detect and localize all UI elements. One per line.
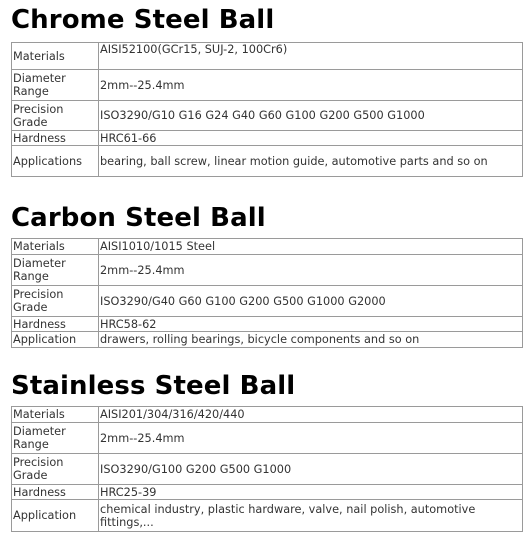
table-row [12,286,523,317]
row-value: HRC58-62 [99,317,523,332]
section-title: Chrome Steel Ball [11,5,275,35]
row-label: Hardness [12,317,99,332]
row-value: bearing, ball screw, linear motion guide, automotive parts and so on [99,146,523,177]
row-label: Application [12,332,99,348]
table-row [12,423,523,454]
row-value: drawers, rolling bearings, bicycle components and so on [99,332,523,348]
spec-table [11,238,523,348]
section-title: Carbon Steel Ball [11,203,266,233]
table-row [12,332,523,348]
section-stainless-steel-ball [11,371,522,532]
row-value: ISO3290/G40 G60 G100 G200 G500 G1000 G2000 [99,286,523,317]
table-row [12,101,523,131]
table-row [12,255,523,286]
row-label: Hardness [12,485,99,500]
row-label: Materials [12,407,99,423]
spec-table [11,42,523,177]
table-row [12,500,523,532]
row-value: HRC25-39 [99,485,523,500]
row-value: ISO3290/G100 G200 G500 G1000 [99,454,523,485]
row-label: Diameter Range [12,70,99,101]
row-label: Diameter Range [12,255,99,286]
row-label: Diameter Range [12,423,99,454]
section-chrome-steel-ball [11,5,522,177]
section-title: Stainless Steel Ball [11,371,296,401]
row-value: HRC61-66 [99,131,523,146]
table-row [12,131,523,146]
row-value: 2mm--25.4mm [99,255,523,286]
row-label: Precision Grade [12,101,99,131]
table-row [12,70,523,101]
row-value: chemical industry, plastic hardware, valve, nail polish, automotive fittings,... [99,500,523,532]
row-label: Materials [12,239,99,255]
row-value: AISI201/304/316/420/440 [99,407,523,423]
row-label: Hardness [12,131,99,146]
row-value: AISI1010/1015 Steel [99,239,523,255]
row-label: Materials [12,43,99,70]
row-value: ISO3290/G10 G16 G24 G40 G60 G100 G200 G500 G1000 [99,101,523,131]
table-row [12,407,523,423]
table-row [12,317,523,332]
row-label: Precision Grade [12,286,99,317]
table-row [12,239,523,255]
section-carbon-steel-ball [11,203,522,348]
table-row [12,43,523,70]
row-label: Applications [12,146,99,177]
table-row [12,485,523,500]
row-value: 2mm--25.4mm [99,70,523,101]
row-label: Application [12,500,99,532]
row-value: 2mm--25.4mm [99,423,523,454]
table-row [12,146,523,177]
row-label: Precision Grade [12,454,99,485]
row-value: AISI52100(GCr15, SUJ-2, 100Cr6) [99,43,523,70]
table-row [12,454,523,485]
spec-table [11,406,523,532]
